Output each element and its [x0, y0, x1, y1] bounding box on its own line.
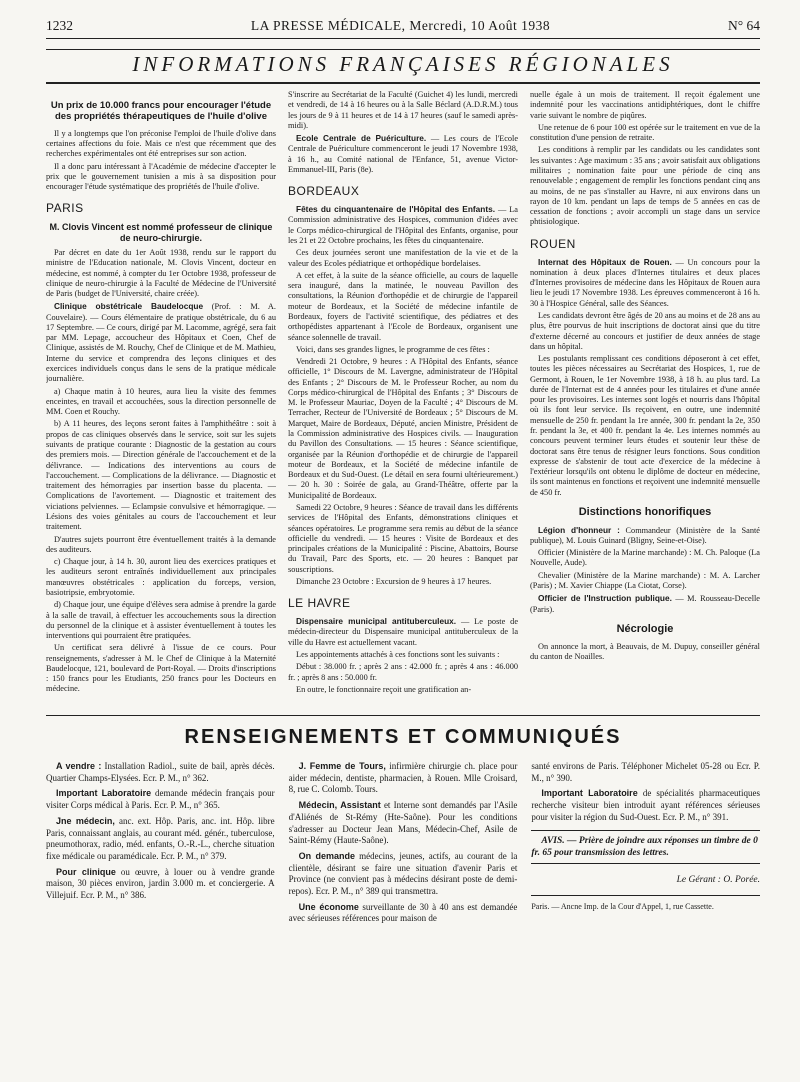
classifieds-column-1 [46, 761, 275, 929]
ad-text: surveillante de 30 à 40 ans est demandée avec sérieuses références pour maison de [288, 901, 518, 924]
section-title: INFORMATIONS FRANÇAISES RÉGIONALES [46, 49, 760, 84]
legion-honneur-paragraph [530, 525, 760, 547]
journal-title: LA PRESSE MÉDICALE, Mercredi, 10 Août 1938 [250, 18, 551, 33]
cinquantenaire-paragraph [288, 204, 518, 246]
paragraph: d) Chaque jour, une équipe d'élèves sera admise à prendre la garde à la salle de travail, à effectuer les accouchements sous la direction du personnel de la clinique et à assister éventuellement à toutes les interventions qui pourraient être pratiquées. [46, 600, 276, 641]
classified-ad [289, 902, 518, 925]
paragraph-body: (Prof. : M. A. Couvelaire). — Cours élémentaire de pratique obstétricale, du 6 au 17 Septembre. — Ce cours, dirigé par M. Lacomme, agrégé, sera fait par MM. Lepage, accoucheur des Hôpitaux et Coen, Chef de Clinique, assistés de M. Rouchy, Chef de Clinique et de M. Mathieu, Interne du service et comprendra des leçons cliniques et des exercices individuels conçus dans le sens de la pratique médicale journalière. [46, 302, 276, 384]
region-heading-le-havre: LE HAVRE [288, 596, 351, 611]
paragraph-lead: Officier de l'Instruction publique. [538, 593, 672, 604]
classified-ad [46, 816, 275, 863]
classified-ad [46, 761, 275, 784]
paragraph: Les postulants remplissant ces conditions déposeront à cet effet, toutes les pièces nécessaires au Secrétariat des Hospices, 1, rue de Germont, à Rouen, le 1er Novembre 1938, à 18 h. au plus tard. La durée de l'Internat est de 4 années pour les titulaires et d'une année pour les provisoires. Les internes sont logés et nourris dans l'hôpital où ils font leur service. Ils reçoivent, en outre, une indemnité mensuelle de 250 fr. pendant la 1re année, 300 fr. pendant la 2e, 350 fr. pendant la 3e, et 400 fr. pendant la 4e. Les internes nommés au concours peuvent terminer leurs études et soutenir leur thèse de doctorat sans être tenus de résigner leurs fonctions. Sous condition expresse de s'abstenir de tout acte d'exercice de la médecine à l'extérieur lorsqu'ils ont obtenu le diplôme de docteur en médecine, ils sont maintenus en fonctions et reçoivent une indemnité mensuelle de 450 fr. [530, 354, 760, 497]
avis-notice: AVIS. — Prière de joindre aux réponses un timbre de 0 fr. 65 pour transmission des lettres. [531, 830, 760, 865]
region-heading-paris: PARIS [46, 201, 84, 216]
paragraph: Par décret en date du 1er Août 1938, rendu sur le rapport du ministre de l'Education nationale, M. Clovis Vincent, docteur en médecine, est nommé, à compter du 1er Octobre 1938, professeur de clinique de neuro-chirurgie à la Faculté de Médecine de l'Université de Paris (budget de l'Université, chaire créée). [46, 247, 276, 299]
paragraph-body: — M. Rousseau-Decelle (Paris). [530, 594, 760, 614]
ad-lead: A vendre : [56, 761, 102, 772]
olive-oil-prize-headline: Un prix de 10.000 francs pour encourager l'étude des propriétés thérapeutiques de l'huile d'olive [50, 100, 272, 123]
paragraph: Un certificat sera délivré à l'issue de ce cours. Pour renseignements, s'adresser à M. le Chef de Clinique à la Maternité Baudelocque, 121, boulevard de Port-Royal. — Droits d'inscriptions : 150 francs pour les Etudiants, 250 francs pour les Docteurs en médecine. [46, 643, 276, 694]
ad-lead: On demande [298, 850, 356, 861]
issue-number: N° 64 [727, 18, 760, 33]
distinctions-heading: Distinctions honorifiques [578, 506, 712, 518]
classified-ad [531, 788, 760, 823]
paragraph: nuelle égale à un mois de traitement. Il reçoit également une indemnité pour les vaccinations antidiphtériques, dont le chiffre varie suivant le nombre de piqûres. [530, 90, 760, 120]
paragraph: Il a donc paru intéressant à l'Académie de médecine d'accepter le prix que le gouvernement tunisien a mis à sa disposition pour encourager l'étude systématique des propriétés de l'huile d'olive. [46, 161, 276, 192]
paragraph-body: Commandeur (Ministère de la Santé publique), M. Louis Guinard (Bligny, Seine-et-Oise). [530, 525, 760, 545]
ad-lead: J. Femme de Tours, [298, 761, 386, 772]
paragraph: Début : 38.000 fr. ; après 2 ans : 42.000 fr. ; après 4 ans : 46.000 fr. ; après 8 ans : 50.000 fr. [288, 662, 518, 682]
classifieds-columns [46, 761, 760, 929]
region-heading-rouen: ROUEN [530, 236, 576, 251]
news-columns [46, 90, 760, 697]
paragraph: Une retenue de 6 pour 100 est opérée sur le traitement en vue de la constitution d'une pension de retraite. [530, 122, 760, 143]
necrologie-heading: Nécrologie [616, 622, 674, 635]
gerant-signature: Le Gérant : O. Porée. [531, 874, 760, 895]
instruction-publique-paragraph [530, 593, 760, 615]
classified-ad [289, 800, 518, 847]
classifieds-column-3 [531, 761, 760, 929]
paragraph: Les appointements attachés à ces fonctions sont les suivants : [296, 649, 500, 659]
paragraph: Les candidats devront être âgés de 20 ans au moins et de 28 ans au plus, être pourvus de huit inscriptions de doctorat ainsi que du titre d'externe décerné au concours et justifier de deux années de stage dans un hôpital. [530, 310, 760, 351]
paragraph: On annonce la mort, à Beauvais, de M. Dupuy, conseiller général du canton de Noailles. [530, 641, 760, 661]
classified-ad [46, 867, 275, 902]
ad-text: Installation Radiol., suite de bail, après décès. Quartier Champs-Elysées. Ecr. P. M., n° 362. [46, 761, 275, 783]
paragraph: Les conditions à remplir par les candidats ou les candidates sont les suivantes : Age maximum : 35 ans ; avoir satisfait aux obligations militaires ; nomination faite pour une période de cinq ans renouvelable ; engagement de remplir les fonctions pendant cinq ans au moins, de ne pas s'installer au Havre, ni aux environs dans un rayon de 10 km. pendant un laps de temps de 5 années en cas de cessation de fonctions ; avoir accompli un stage dans un service phtisiologique. [530, 145, 760, 227]
paragraph: Chevalier (Ministère de la Marine marchande) : M. A. Larcher (Paris) ; M. Xavier Chiappe (La Ciotat, Corse). [530, 570, 760, 591]
region-heading-bordeaux: BORDEAUX [288, 184, 360, 199]
ad-lead: Pour clinique [56, 866, 116, 877]
classified-ad [46, 788, 275, 811]
column-3 [530, 90, 760, 697]
ad-lead: Une économe [298, 901, 359, 912]
ad-lead: Médecin, Assistant [298, 800, 381, 811]
ad-text: santé environs de Paris. Téléphoner Michelet 05-28 ou Ecr. P. M., n° 390. [531, 761, 760, 783]
ad-text: de spécialités pharmaceutiques recherche visiteur bien introduit ayant références sérieuses pour visiter la région du Sud-Ouest. Ecr. P. M., n° 391. [531, 788, 760, 822]
paragraph-lead: Dispensaire municipal antituberculeux. [296, 616, 457, 627]
ad-text: anc. ext. Hôp. Paris, anc. int. Hôp. libre Paris, connaissant anglais, au courant méd. génér., tuberculose, pneumothorax, radio, méd. enfants, O.-R.-L., cherche situation fixe médicale ou paramédicale. Ecr. P. M., n° 379. [46, 815, 275, 861]
clovis-vincent-subhead: M. Clovis Vincent est nommé professeur de clinique de neuro-chirurgie. [49, 222, 273, 244]
ad-lead: Jne médecin, [56, 815, 115, 826]
paragraph: Ces deux journées seront une manifestation de la vie et de la valeur des Ecoles pédiatrique et orthopédique bordelaises. [288, 248, 518, 268]
dispensaire-paragraph [288, 616, 518, 648]
paragraph: S'inscrire au Secrétariat de la Faculté (Guichet 4) les lundi, mercredi et vendredi, de 14 à 16 heures ou à la Salle Béclard (A.D.R.M.) tous les jours de 9 à 11 heures et de 14 à 17 heures (sauf le samedi après-midi). [288, 90, 518, 130]
paragraph: D'autres sujets pourront être éventuellement traités à la demande des auditeurs. [46, 534, 276, 554]
baudelocque-paragraph [46, 301, 276, 384]
paragraph-body: — Un concours pour la nomination à deux places d'Internes titulaires et deux places d'Internes provisoires de médecine dans les Hôpitaux de Rouen aura lieu le jeudi 17 Novembre 1938. Les épreuves commenceront à 16 h. 30 à l'Hospice Général, salle des Séances. [530, 257, 760, 308]
column-2 [288, 90, 518, 697]
ad-text: et Interne sont demandés par l'Asile d'Aliénés de St-Rémy (Hte-Saône). Pour les conditions s'adresser au Docteur Jean Mans, Médecin-Chef, Asile de Saint-Rémy (Haute-Saône). [288, 800, 518, 846]
paragraph-lead: Fêtes du cinquantenaire de l'Hôpital des Enfants. [296, 204, 496, 215]
ad-text: médecins, jeunes, actifs, au courant de la clientèle, désirant se faire une situation d'avenir Paris et Province (ne convient pas à médecins désirant poste de demi-repos). Ecr. P. M., n° 389 qui transmettra. [288, 850, 518, 896]
classified-ad [289, 851, 518, 898]
classified-ad [289, 761, 518, 796]
puericulture-paragraph [288, 133, 518, 175]
paragraph: b) A 11 heures, des leçons seront faites à l'amphithéâtre : soit à propos de cas cliniques observés dans le service, soit sur les sujets suivants de pratique courante : Diagnostic de la gestation au cours des premiers mois. — Direction générale de l'accouchement et de la délivrance. — Indications des interventions au cours de l'accouchement. — Complications de la délivrance. — Diagnostic et traitement des hémorragies par insertion basse du placenta. — Complications de l'avortement. — Diagnostic et traitement des viciations pelviennes. — Eclampsie convulsive et hémorragique. — Lésions des voies génitales au cours de l'accouchement et leur traitement. [46, 419, 276, 532]
paragraph: a) Chaque matin à 10 heures, aura lieu la visite des femmes enceintes, en travail et accouchées, sous la direction personnelle de MM. Coen et Rouchy. [46, 386, 276, 417]
paragraph-body: — Le poste de médecin-directeur du Dispensaire municipal antituberculeux de la ville du Havre est actuellement vacant. [288, 617, 518, 647]
paragraph: c) Chaque jour, à 14 h. 30, auront lieu des exercices pratiques et les auditeurs seront entraînés individuellement aux principales manœuvres obstétricales : application du forceps, version, basiotripsie, embryotomie. [46, 557, 276, 597]
paragraph-body: — La Commission administrative des Hospices, communion d'idées avec le Corps médico-chirurgical de l'Hôpital des Enfants, organise, pour les 21 et 22 Octobre prochains, les fêtes du cinquantenaire. [288, 205, 518, 245]
paragraph: En outre, le fonctionnaire reçoit une gratification an- [296, 684, 472, 694]
ad-text: demande médecin français pour visiter Corps médical à Paris. Ecr. P. M., n° 365. [46, 788, 275, 811]
ad-lead: Important Laboratoire [541, 788, 638, 799]
paragraph-body: — Les cours de l'Ecole Centrale de Puériculture commenceront le jeudi 17 Novembre 1938, à 16 h., au Comité national de l'Enfance, 51, avenue Victor-Emmanuel-III, Paris (8e). [288, 134, 518, 174]
internat-paragraph [530, 257, 760, 309]
paragraph-lead: Clinique obstétricale Baudelocque [54, 301, 204, 312]
ad-lead: Important Laboratoire [56, 788, 152, 799]
paragraph-lead: Ecole Centrale de Puériculture. [296, 133, 427, 144]
paragraph: A cet effet, à la suite de la séance officielle, au cours de laquelle sera inauguré, dans la matinée, le nouveau Pavillon des consultations, la Réunion d'orthopédie et de chirurgie de l'appareil moteur de Bordeaux, et la Société de médecine infantile de Bordeaux, foyers de l'activité scientifique, des pédiatres et des orthopédistes appartenant à l'Ecole de Bordeaux, organisent une séance solennelle de travail. [288, 270, 518, 342]
page-number: 1232 [46, 18, 73, 33]
paragraph: Dimanche 23 Octobre : Excursion de 9 heures à 17 heures. [296, 576, 492, 586]
classified-ad [531, 761, 760, 784]
running-head [46, 18, 760, 39]
paragraph-lead: Internat des Hôpitaux de Rouen. [538, 256, 672, 267]
paragraph: Voici, dans ses grandes lignes, le programme de ces fêtes : [296, 344, 490, 354]
column-1 [46, 90, 276, 697]
paragraph: Samedi 22 Octobre, 9 heures : Séance de travail dans les différents services de l'Hôpital des Enfants, démonstrations cliniques et séances opératoires. Le programme sera remis au début de la séance officielle du vendredi. — 15 heures : Visite de Bordeaux et des principales créations de la Municipalité : Piscine, Abattoirs, Bourse du Travail, Parc des Sports, etc. — 20 heures : Banquet par souscriptions. [288, 503, 518, 574]
paragraph: Vendredi 21 Octobre, 9 heures : A l'Hôpital des Enfants, séance officielle, 1° Discours de M. Lavergne, administrateur de l'Hôpital des Enfants ; 2° Discours de M. le Professeur Rocher, au nom du Corps médico-chirurgical de l'Hôpital des Enfants ; 3° Discours de M. le Professeur Mauriac, Doyen de la Faculté ; 4° Discours de M. Terracher, Recteur de l'Université de Bordeaux ; 5° Discours de M. Marquet, Maire de Bordeaux, Député, ancien Ministre, Président de la Commission administrative des Hospices civils. — Inauguration du Pavillon des Consultations. — 15 heures : Séance scientifique, organisée par la Réunion d'orthopédie et de chirurgie de l'appareil moteur de Bordeaux, et la Société de médecine infantile de Bordeaux et du Sud-Ouest. (Le détail en sera fourni ultérieurement.) — 20 h. 30 : Soirée de gala, au Grand-Théâtre, offerte par la Municipalité de Bordeaux. [288, 357, 518, 500]
renseignements-title: RENSEIGNEMENTS ET COMMUNIQUÉS [46, 715, 760, 749]
paragraph: Il y a longtemps que l'on préconise l'emploi de l'huile d'olive dans certaines affections du foie. Mais ce n'est que récemment que des recherches expérimentales ont été entreprises sur son action. [46, 128, 276, 159]
classifieds-list [531, 761, 760, 823]
classifieds-column-2 [289, 761, 518, 929]
paragraph-lead: Légion d'honneur : [538, 524, 620, 535]
ad-text: infirmière chirurgie ch. place pour aider médecin, dentiste, pharmacien, à Rouen. Mlle Croisard, 8, rue C. Colomb. Tours. [288, 761, 518, 795]
ad-text: ou œuvre, à louer ou à vendre grande maison, 30 pièces environ, jardin 3.000 m. et conciergerie. A Villejuif. Ecr. P. M., n° 386. [46, 866, 275, 900]
printer-imprint: Paris. — Ancne Imp. de la Cour d'Appel, 1, rue Cassette. [531, 901, 714, 911]
paragraph: Officier (Ministère de la Marine marchande) : M. Ch. Paloque (La Nouvelle, Aude). [530, 548, 760, 568]
